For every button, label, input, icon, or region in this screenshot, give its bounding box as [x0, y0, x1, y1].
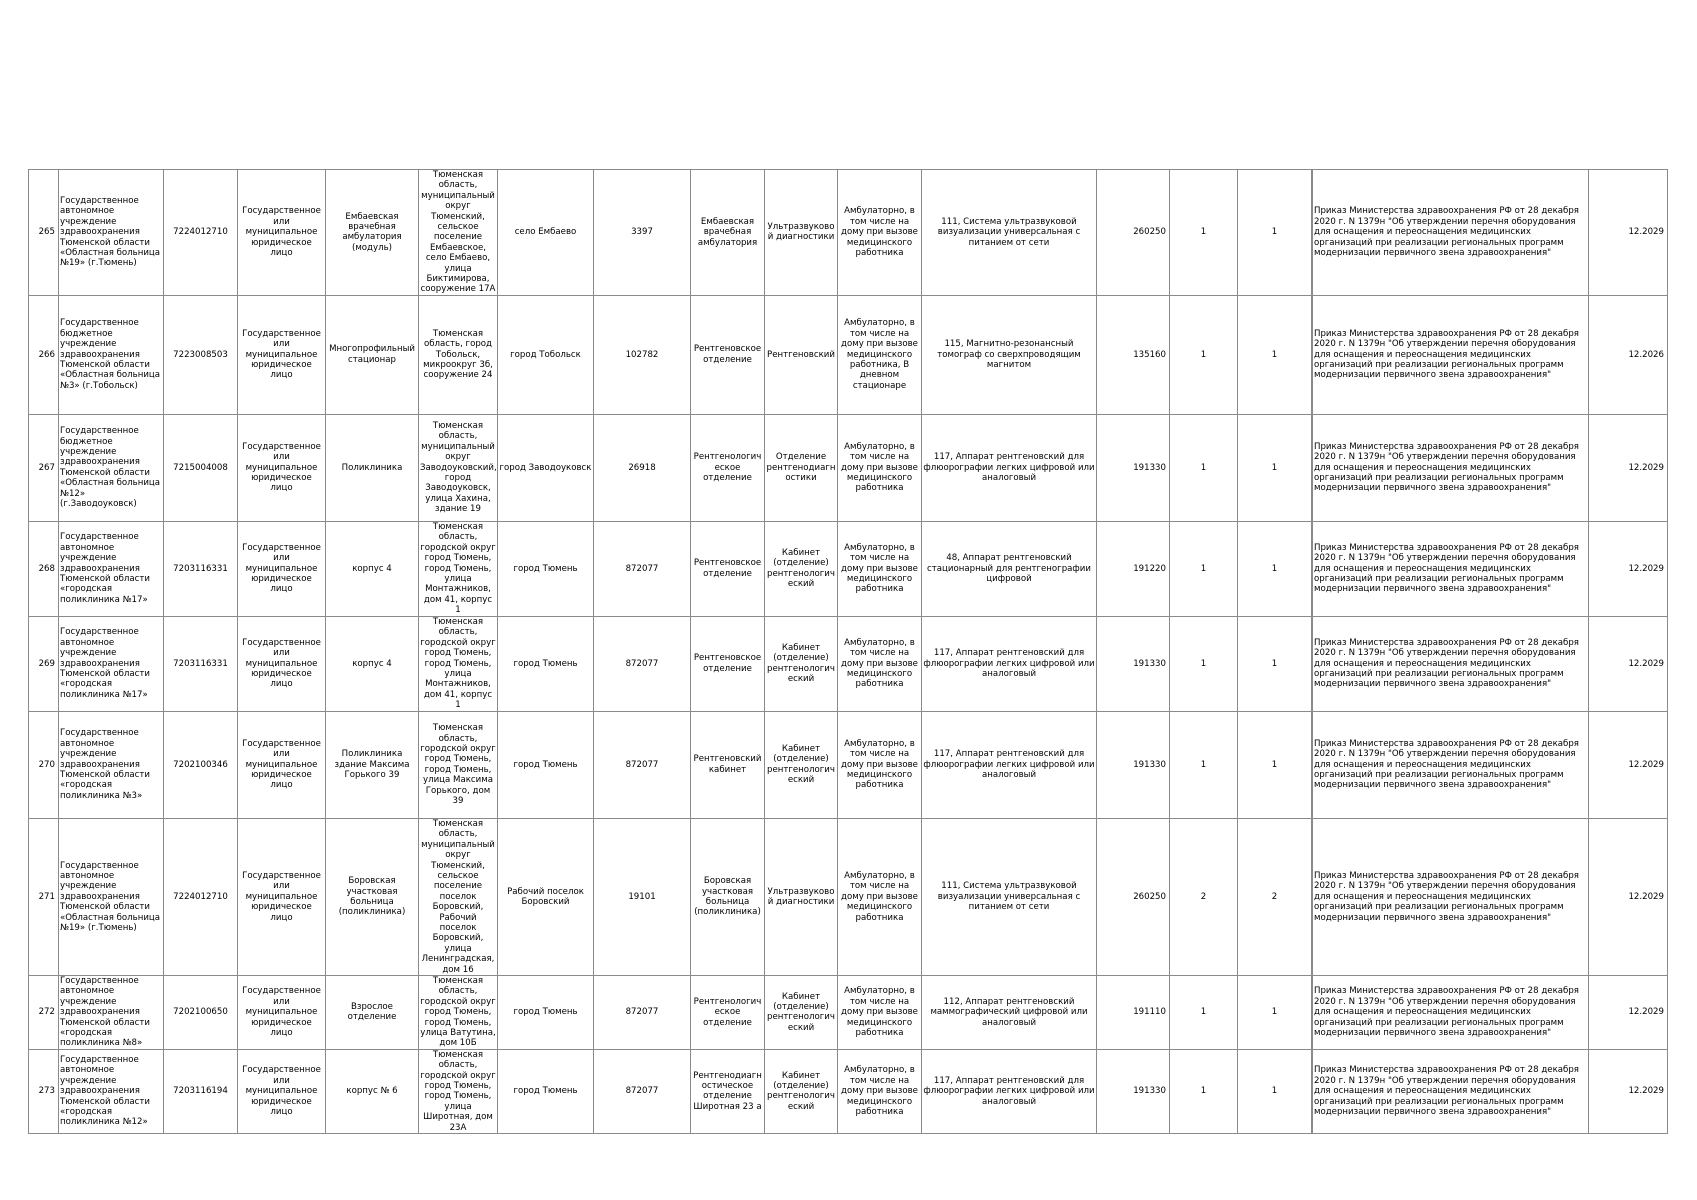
cell-unit: Рентгеновское отделение: [691, 295, 765, 414]
cell-conditions: Амбулаторно, в том числе на дому при вызове медицинского работника: [838, 975, 922, 1049]
cell-num: 269: [29, 616, 59, 711]
cell-population: 872077: [594, 711, 691, 818]
cell-unit: Рентгенодиагн остическое отделение Широтная 23 а: [691, 1049, 765, 1133]
cell-code: 191110: [1097, 975, 1170, 1049]
cell-equipment: 117, Аппарат рентгеновский для флюорографии легких цифровой или аналоговый: [922, 711, 1097, 818]
cell-qty1: 1: [1170, 616, 1238, 711]
table-row: [29, 414, 1668, 521]
cell-num: 268: [29, 521, 59, 616]
cell-order: Приказ Министерства здравоохранения РФ от 28 декабря 2020 г. N 1379н "Об утверждении перечня оборудования для оснащения и переоснащения медицинских организаций при реализации региональных программ модернизации первичного звена здравоохранения": [1313, 170, 1589, 296]
cell-code: 191330: [1097, 414, 1170, 521]
cell-unit: Рентгеновское отделение: [691, 616, 765, 711]
cell-inn: 7224012710: [164, 818, 238, 975]
cell-qty2: 1: [1238, 1049, 1312, 1133]
cell-inn: 7203116194: [164, 1049, 238, 1133]
cell-code: 260250: [1097, 818, 1170, 975]
cell-population: 872077: [594, 521, 691, 616]
cell-equipment: 111, Система ультразвуковой визуализации универсальная с питанием от сети: [922, 170, 1097, 296]
cell-order: Приказ Министерства здравоохранения РФ от 28 декабря 2020 г. N 1379н "Об утверждении перечня оборудования для оснащения и переоснащения медицинских организаций при реализации региональных программ модернизации первичного звена здравоохранения": [1313, 616, 1589, 711]
cell-qty2: 2: [1238, 818, 1312, 975]
cell-org: Государственное автономное учреждение здравоохранения Тюменской области «городская поликлиника №17»: [59, 521, 164, 616]
cell-locality: город Заводоуковск: [498, 414, 594, 521]
cell-locality: город Тюмень: [498, 616, 594, 711]
cell-equipment: 117, Аппарат рентгеновский для флюорографии легких цифровой или аналоговый: [922, 1049, 1097, 1133]
cell-facility: Поликлиника: [326, 414, 419, 521]
cell-conditions: Амбулаторно, в том числе на дому при вызове медицинского работника: [838, 1049, 922, 1133]
cell-inn: 7224012710: [164, 170, 238, 296]
cell-population: 3397: [594, 170, 691, 296]
cell-address: Тюменская область, город Тобольск, микроокруг 3б, сооружение 24: [419, 295, 498, 414]
cell-dept: Ультразвуково й диагностики: [765, 818, 838, 975]
cell-qty1: 1: [1170, 1049, 1238, 1133]
cell-address: Тюменская область, городской округ город Тюмень, город Тюмень, улица Ватутина, дом 10Б: [420, 975, 496, 1049]
cell-locality: город Тюмень: [498, 975, 594, 1049]
cell-facility: Боровская участковая больница (поликлиника): [326, 818, 419, 975]
cell-dept: Кабинет (отделение) рентгенологич еский: [765, 711, 838, 818]
cell-address: Тюменская область, городской округ город Тюмень, город Тюмень, улица Максима Горького, дом 39: [419, 711, 498, 818]
cell-qty2: 1: [1238, 616, 1312, 711]
cell-inn: 7223008503: [164, 295, 238, 414]
cell-date: 12.2026: [1589, 295, 1668, 414]
cell-dept: Кабинет (отделение) рентгенологич еский: [765, 975, 838, 1049]
cell-org: Государственное автономное учреждение здравоохранения Тюменской области «Областная больница №19» (г.Тюмень): [59, 818, 164, 975]
cell-org-type: Государственное или муниципальное юридическое лицо: [238, 818, 326, 975]
equipment-table: [28, 169, 1668, 1134]
cell-qty2: 1: [1238, 414, 1312, 521]
cell-org: Государственное бюджетное учреждение здравоохранения Тюменской области «Областная больница №3» (г.Тобольск): [59, 295, 164, 414]
cell-address: Тюменская область, городской округ город Тюмень, город Тюмень, улица Монтажников, дом 41, корпус 1: [420, 617, 496, 711]
cell-conditions: Амбулаторно, в том числе на дому при вызове медицинского работника, В дневном стационаре: [838, 295, 922, 414]
table-row: [29, 1049, 1668, 1133]
cell-order: Приказ Министерства здравоохранения РФ от 28 декабря 2020 г. N 1379н "Об утверждении перечня оборудования для оснащения и переоснащения медицинских организаций при реализации региональных программ модернизации первичного звена здравоохранения": [1313, 711, 1589, 818]
cell-qty2: 1: [1238, 170, 1312, 296]
cell-conditions: Амбулаторно, в том числе на дому при вызове медицинского работника: [838, 414, 922, 521]
cell-order: Приказ Министерства здравоохранения РФ от 28 декабря 2020 г. N 1379н "Об утверждении перечня оборудования для оснащения и переоснащения медицинских организаций при реализации региональных программ модернизации первичного звена здравоохранения": [1313, 975, 1589, 1049]
cell-org-type: Государственное или муниципальное юридическое лицо: [238, 975, 326, 1049]
cell-qty1: 1: [1170, 170, 1238, 296]
cell-locality: город Тюмень: [498, 711, 594, 818]
cell-org-type: Государственное или муниципальное юридическое лицо: [238, 170, 326, 296]
cell-facility: корпус № 6: [326, 1049, 419, 1133]
cell-qty2: 1: [1238, 521, 1312, 616]
cell-population: 872077: [594, 616, 691, 711]
cell-order: Приказ Министерства здравоохранения РФ от 28 декабря 2020 г. N 1379н "Об утверждении перечня оборудования для оснащения и переоснащения медицинских организаций при реализации региональных программ модернизации первичного звена здравоохранения": [1313, 295, 1589, 414]
cell-dept: Отделение рентгенодиагн остики: [765, 414, 838, 521]
cell-org: Государственное автономное учреждение здравоохранения Тюменской области «городская поликлиника №3»: [59, 711, 164, 818]
cell-dept: Кабинет (отделение) рентгенологич еский: [765, 521, 838, 616]
cell-qty1: 2: [1170, 818, 1238, 975]
cell-unit: Рентгеновское отделение: [691, 521, 765, 616]
cell-facility: Многопрофильный стационар: [326, 295, 419, 414]
cell-equipment: 112, Аппарат рентгеновский маммографический цифровой или аналоговый: [922, 975, 1097, 1049]
cell-conditions: Амбулаторно, в том числе на дому при вызове медицинского работника: [838, 170, 922, 296]
cell-qty1: 1: [1170, 975, 1238, 1049]
cell-dept: Рентгеновский: [765, 295, 838, 414]
cell-population: 872077: [594, 975, 691, 1049]
cell-org-type: Государственное или муниципальное юридическое лицо: [238, 295, 326, 414]
cell-qty2: 1: [1238, 295, 1312, 414]
cell-dept: Ультразвуково й диагностики: [765, 170, 838, 296]
cell-population: 102782: [594, 295, 691, 414]
cell-date: 12.2029: [1589, 818, 1668, 975]
cell-org-type: Государственное или муниципальное юридическое лицо: [238, 711, 326, 818]
table-row: [29, 711, 1668, 818]
cell-facility: Ембаевская врачебная амбулатория (модуль): [326, 170, 419, 296]
cell-num: 270: [29, 711, 59, 818]
cell-unit: Рентгенологич еское отделение: [691, 414, 765, 521]
cell-org-type: Государственное или муниципальное юридическое лицо: [238, 1049, 326, 1133]
cell-equipment: 117, Аппарат рентгеновский для флюорографии легких цифровой или аналоговый: [922, 414, 1097, 521]
cell-date: 12.2029: [1589, 170, 1668, 296]
cell-unit: Боровская участковая больница (поликлиника): [691, 818, 765, 975]
cell-equipment: 115, Магнитно-резонансный томограф со сверхпроводящим магнитом: [922, 295, 1097, 414]
cell-num: 267: [29, 414, 59, 521]
cell-org: Государственное автономное учреждение здравоохранения Тюменской области «Областная больница №19» (г.Тюмень): [59, 170, 164, 296]
table-row: [29, 521, 1668, 616]
cell-inn: 7202100346: [164, 711, 238, 818]
cell-qty2: 1: [1238, 975, 1312, 1049]
cell-unit: Рентгенологич еское отделение: [691, 975, 765, 1049]
cell-qty2: 1: [1238, 711, 1312, 818]
cell-date: 12.2029: [1589, 414, 1668, 521]
cell-locality: город Тобольск: [498, 295, 594, 414]
cell-address: Тюменская область, муниципальный округ Тюменский, сельское поселение Ембаевское, село Ембаево, улица Биктимирова, сооружение 17А: [419, 170, 498, 296]
cell-population: 872077: [594, 1049, 691, 1133]
cell-qty1: 1: [1170, 414, 1238, 521]
cell-num: 271: [29, 818, 59, 975]
cell-inn: 7203116331: [164, 616, 238, 711]
cell-address: Тюменская область, муниципальный округ Заводоуковский, город Заводоуковск, улица Хахина, здание 19: [419, 414, 498, 521]
cell-qty1: 1: [1170, 295, 1238, 414]
cell-code: 191220: [1097, 521, 1170, 616]
cell-conditions: Амбулаторно, в том числе на дому при вызове медицинского работника: [838, 818, 922, 975]
cell-locality: город Тюмень: [498, 521, 594, 616]
cell-equipment: 111, Система ультразвуковой визуализации универсальная с питанием от сети: [922, 818, 1097, 975]
cell-date: 12.2029: [1589, 521, 1668, 616]
cell-order: Приказ Министерства здравоохранения РФ от 28 декабря 2020 г. N 1379н "Об утверждении перечня оборудования для оснащения и переоснащения медицинских организаций при реализации региональных программ модернизации первичного звена здравоохранения": [1313, 521, 1589, 616]
cell-inn: 7202100650: [164, 975, 238, 1049]
table-row: [29, 616, 1668, 711]
cell-locality: город Тюмень: [498, 1049, 594, 1133]
cell-facility: Взрослое отделение: [326, 975, 419, 1049]
table-row: [29, 818, 1668, 975]
cell-num: 273: [29, 1049, 59, 1133]
cell-qty1: 1: [1170, 711, 1238, 818]
cell-conditions: Амбулаторно, в том числе на дому при вызове медицинского работника: [838, 521, 922, 616]
cell-equipment: 117, Аппарат рентгеновский для флюорографии легких цифровой или аналоговый: [922, 616, 1097, 711]
cell-num: 266: [29, 295, 59, 414]
cell-org: Государственное автономное учреждение здравоохранения Тюменской области «городская поликлиника №12»: [59, 1049, 164, 1133]
cell-date: 12.2029: [1589, 616, 1668, 711]
cell-code: 260250: [1097, 170, 1170, 296]
cell-inn: 7215004008: [164, 414, 238, 521]
cell-conditions: Амбулаторно, в том числе на дому при вызове медицинского работника: [838, 616, 922, 711]
cell-facility: Поликлиника здание Максима Горького 39: [326, 711, 419, 818]
table-row: [29, 975, 1668, 1049]
table-row: [29, 170, 1668, 296]
cell-dept: Кабинет (отделение) рентгенологич еский: [765, 1049, 838, 1133]
cell-date: 12.2029: [1589, 975, 1668, 1049]
cell-dept: Кабинет (отделение) рентгенологич еский: [765, 616, 838, 711]
cell-order: Приказ Министерства здравоохранения РФ от 28 декабря 2020 г. N 1379н "Об утверждении перечня оборудования для оснащения и переоснащения медицинских организаций при реализации региональных программ модернизации первичного звена здравоохранения": [1313, 818, 1589, 975]
cell-facility: корпус 4: [326, 521, 419, 616]
cell-code: 191330: [1097, 1049, 1170, 1133]
cell-org: Государственное бюджетное учреждение здравоохранения Тюменской области «Областная больница №12» (г.Заводоуковск): [59, 414, 164, 521]
cell-code: 191330: [1097, 711, 1170, 818]
cell-unit: Рентгеновский кабинет: [691, 711, 765, 818]
cell-equipment: 48, Аппарат рентгеновский стационарный для рентгенографии цифровой: [922, 521, 1097, 616]
cell-code: 191330: [1097, 616, 1170, 711]
cell-org-type: Государственное или муниципальное юридическое лицо: [238, 414, 326, 521]
cell-locality: село Ембаево: [498, 170, 594, 296]
cell-org: Государственное автономное учреждение здравоохранения Тюменской области «городская поликлиника №17»: [59, 616, 164, 711]
cell-inn: 7203116331: [164, 521, 238, 616]
cell-address: Тюменская область, городской округ город Тюмень, город Тюмень, улица Монтажников, дом 41, корпус 1: [420, 522, 496, 616]
cell-date: 12.2029: [1589, 1049, 1668, 1133]
cell-date: 12.2029: [1589, 711, 1668, 818]
cell-address: Тюменская область, муниципальный округ Тюменский, сельское поселение поселок Боровский, Рабочий поселок Боровский, улица Ленинградская, дом 16: [419, 818, 498, 975]
cell-conditions: Амбулаторно, в том числе на дому при вызове медицинского работника: [838, 711, 922, 818]
cell-org-type: Государственное или муниципальное юридическое лицо: [238, 521, 326, 616]
cell-num: 272: [29, 975, 59, 1049]
cell-facility: корпус 4: [326, 616, 419, 711]
cell-order: Приказ Министерства здравоохранения РФ от 28 декабря 2020 г. N 1379н "Об утверждении перечня оборудования для оснащения и переоснащения медицинских организаций при реализации региональных программ модернизации первичного звена здравоохранения": [1313, 414, 1589, 521]
table-row: [29, 295, 1668, 414]
cell-unit: Ембаевская врачебная амбулатория: [691, 170, 765, 296]
cell-num: 265: [29, 170, 59, 296]
cell-qty1: 1: [1170, 521, 1238, 616]
cell-org-type: Государственное или муниципальное юридическое лицо: [238, 616, 326, 711]
cell-population: 19101: [594, 818, 691, 975]
cell-org: Государственное автономное учреждение здравоохранения Тюменской области «городская поликлиника №8»: [59, 975, 164, 1049]
cell-population: 26918: [594, 414, 691, 521]
cell-address: Тюменская область, городской округ город Тюмень, город Тюмень, улица Широтная, дом 23А: [420, 1049, 496, 1133]
cell-order: Приказ Министерства здравоохранения РФ от 28 декабря 2020 г. N 1379н "Об утверждении перечня оборудования для оснащения и переоснащения медицинских организаций при реализации региональных программ модернизации первичного звена здравоохранения": [1313, 1049, 1589, 1133]
cell-locality: Рабочий поселок Боровский: [498, 818, 594, 975]
cell-code: 135160: [1097, 295, 1170, 414]
